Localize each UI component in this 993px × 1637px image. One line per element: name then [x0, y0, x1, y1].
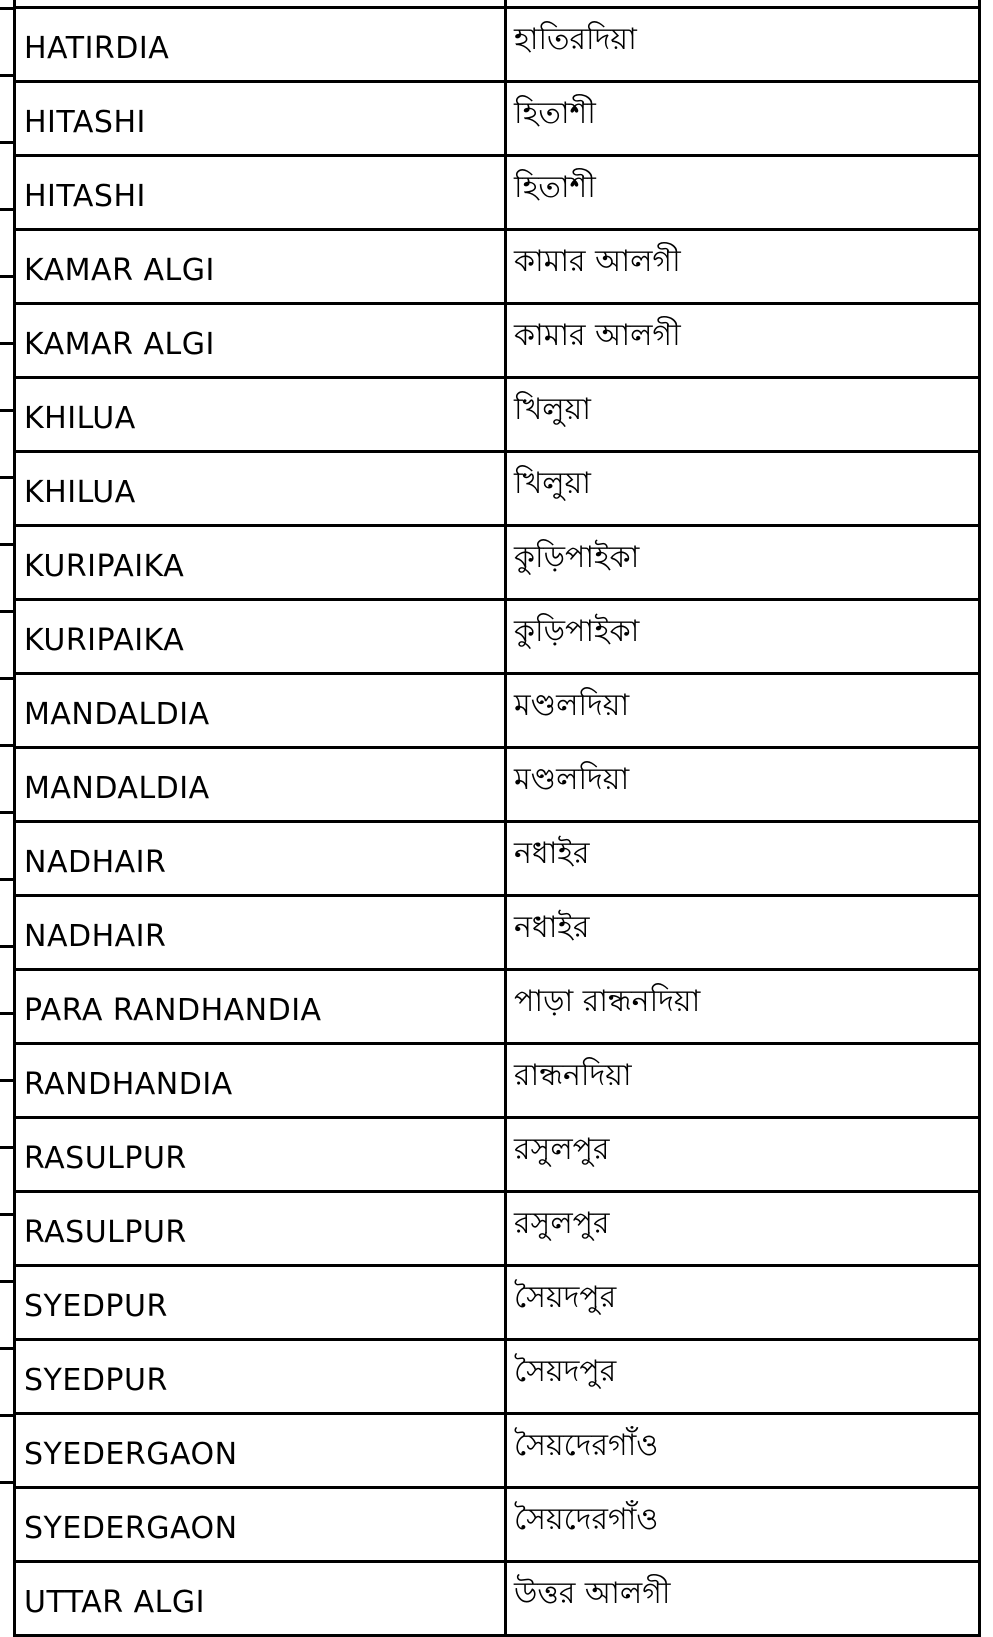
margin-rule — [0, 7, 13, 10]
table-row — [15, 304, 980, 378]
table-row-partial — [15, 0, 980, 8]
table-row — [15, 1562, 980, 1636]
margin-rule — [0, 1079, 13, 1082]
table-row — [15, 896, 980, 970]
bengali-name-cell: সৈয়দেরগাঁও — [506, 1488, 980, 1562]
table-cell-partial — [506, 0, 980, 8]
bengali-name-cell: রসুলপুর — [506, 1118, 980, 1192]
english-name-cell: RASULPUR — [15, 1118, 506, 1192]
table-row — [15, 1340, 980, 1414]
english-name-cell: RASULPUR — [15, 1192, 506, 1266]
table-row — [15, 526, 980, 600]
bengali-name-cell: খিলুয়া — [506, 452, 980, 526]
table-cell-partial — [15, 0, 506, 8]
table-row — [15, 82, 980, 156]
margin-rule — [0, 878, 13, 881]
margin-rule — [0, 744, 13, 747]
bengali-name-cell: নধাইর — [506, 896, 980, 970]
english-name-cell: UTTAR ALGI — [15, 1562, 506, 1636]
english-name-cell: KAMAR ALGI — [15, 230, 506, 304]
english-name-cell: KHILUA — [15, 452, 506, 526]
english-name-cell: SYEDPUR — [15, 1266, 506, 1340]
margin-rule — [0, 141, 13, 144]
margin-rule — [0, 1213, 13, 1216]
bengali-name-cell: সৈয়দপুর — [506, 1340, 980, 1414]
margin-rule — [0, 208, 13, 211]
bengali-name-cell: কুড়িপাইকা — [506, 526, 980, 600]
bengali-name-cell: সৈয়দপুর — [506, 1266, 980, 1340]
margin-rule — [0, 1414, 13, 1417]
bengali-name-cell: হাতিরদিয়া — [506, 8, 980, 82]
margin-rule — [0, 677, 13, 680]
margin-rule — [0, 476, 13, 479]
margin-rule — [0, 543, 13, 546]
table-row — [15, 674, 980, 748]
table-row — [15, 600, 980, 674]
bengali-name-cell: মণ্ডলদিয়া — [506, 748, 980, 822]
english-name-cell: NADHAIR — [15, 822, 506, 896]
table-row — [15, 8, 980, 82]
english-name-cell: NADHAIR — [15, 896, 506, 970]
bengali-name-cell: রসুলপুর — [506, 1192, 980, 1266]
bengali-name-cell: কামার আলগী — [506, 304, 980, 378]
english-name-cell: HITASHI — [15, 82, 506, 156]
bengali-name-cell: রান্ধনদিয়া — [506, 1044, 980, 1118]
bengali-name-cell: সৈয়দেরগাঁও — [506, 1414, 980, 1488]
margin-rule — [0, 1347, 13, 1350]
english-name-cell: HATIRDIA — [15, 8, 506, 82]
table-row — [15, 452, 980, 526]
bengali-name-cell: হিতাশী — [506, 82, 980, 156]
english-name-cell: KHILUA — [15, 378, 506, 452]
left-margin-rules — [0, 0, 13, 1510]
english-name-cell: KAMAR ALGI — [15, 304, 506, 378]
bengali-name-cell: মণ্ডলদিয়া — [506, 674, 980, 748]
table-row — [15, 748, 980, 822]
margin-rule — [0, 610, 13, 613]
table-row — [15, 1118, 980, 1192]
english-name-cell: RANDHANDIA — [15, 1044, 506, 1118]
table-row — [15, 822, 980, 896]
bengali-name-cell: খিলুয়া — [506, 378, 980, 452]
english-name-cell: SYEDERGAON — [15, 1414, 506, 1488]
table-row — [15, 230, 980, 304]
table-row — [15, 1044, 980, 1118]
english-name-cell: SYEDPUR — [15, 1340, 506, 1414]
english-name-cell: MANDALDIA — [15, 748, 506, 822]
margin-rule — [0, 1146, 13, 1149]
table-row — [15, 1192, 980, 1266]
margin-rule — [0, 409, 13, 412]
english-name-cell: KURIPAIKA — [15, 600, 506, 674]
place-names-table — [13, 0, 981, 1637]
margin-rule — [0, 74, 13, 77]
english-name-cell: SYEDERGAON — [15, 1488, 506, 1562]
margin-rule — [0, 945, 13, 948]
margin-rule — [0, 342, 13, 345]
bengali-name-cell: কামার আলগী — [506, 230, 980, 304]
table-row — [15, 1266, 980, 1340]
english-name-cell: MANDALDIA — [15, 674, 506, 748]
table-row — [15, 970, 980, 1044]
place-names-table-body — [15, 0, 980, 1636]
english-name-cell: PARA RANDHANDIA — [15, 970, 506, 1044]
table-row — [15, 378, 980, 452]
table-row — [15, 1488, 980, 1562]
table-row — [15, 156, 980, 230]
english-name-cell: KURIPAIKA — [15, 526, 506, 600]
margin-rule — [0, 1012, 13, 1015]
margin-rule — [0, 1280, 13, 1283]
margin-rule — [0, 1481, 13, 1484]
bengali-name-cell: উত্তর আলগী — [506, 1562, 980, 1636]
margin-rule — [0, 275, 13, 278]
margin-rule — [0, 811, 13, 814]
bengali-name-cell: হিতাশী — [506, 156, 980, 230]
table-row — [15, 1414, 980, 1488]
bengali-name-cell: নধাইর — [506, 822, 980, 896]
english-name-cell: HITASHI — [15, 156, 506, 230]
bengali-name-cell: কুড়িপাইকা — [506, 600, 980, 674]
bengali-name-cell: পাড়া রান্ধনদিয়া — [506, 970, 980, 1044]
